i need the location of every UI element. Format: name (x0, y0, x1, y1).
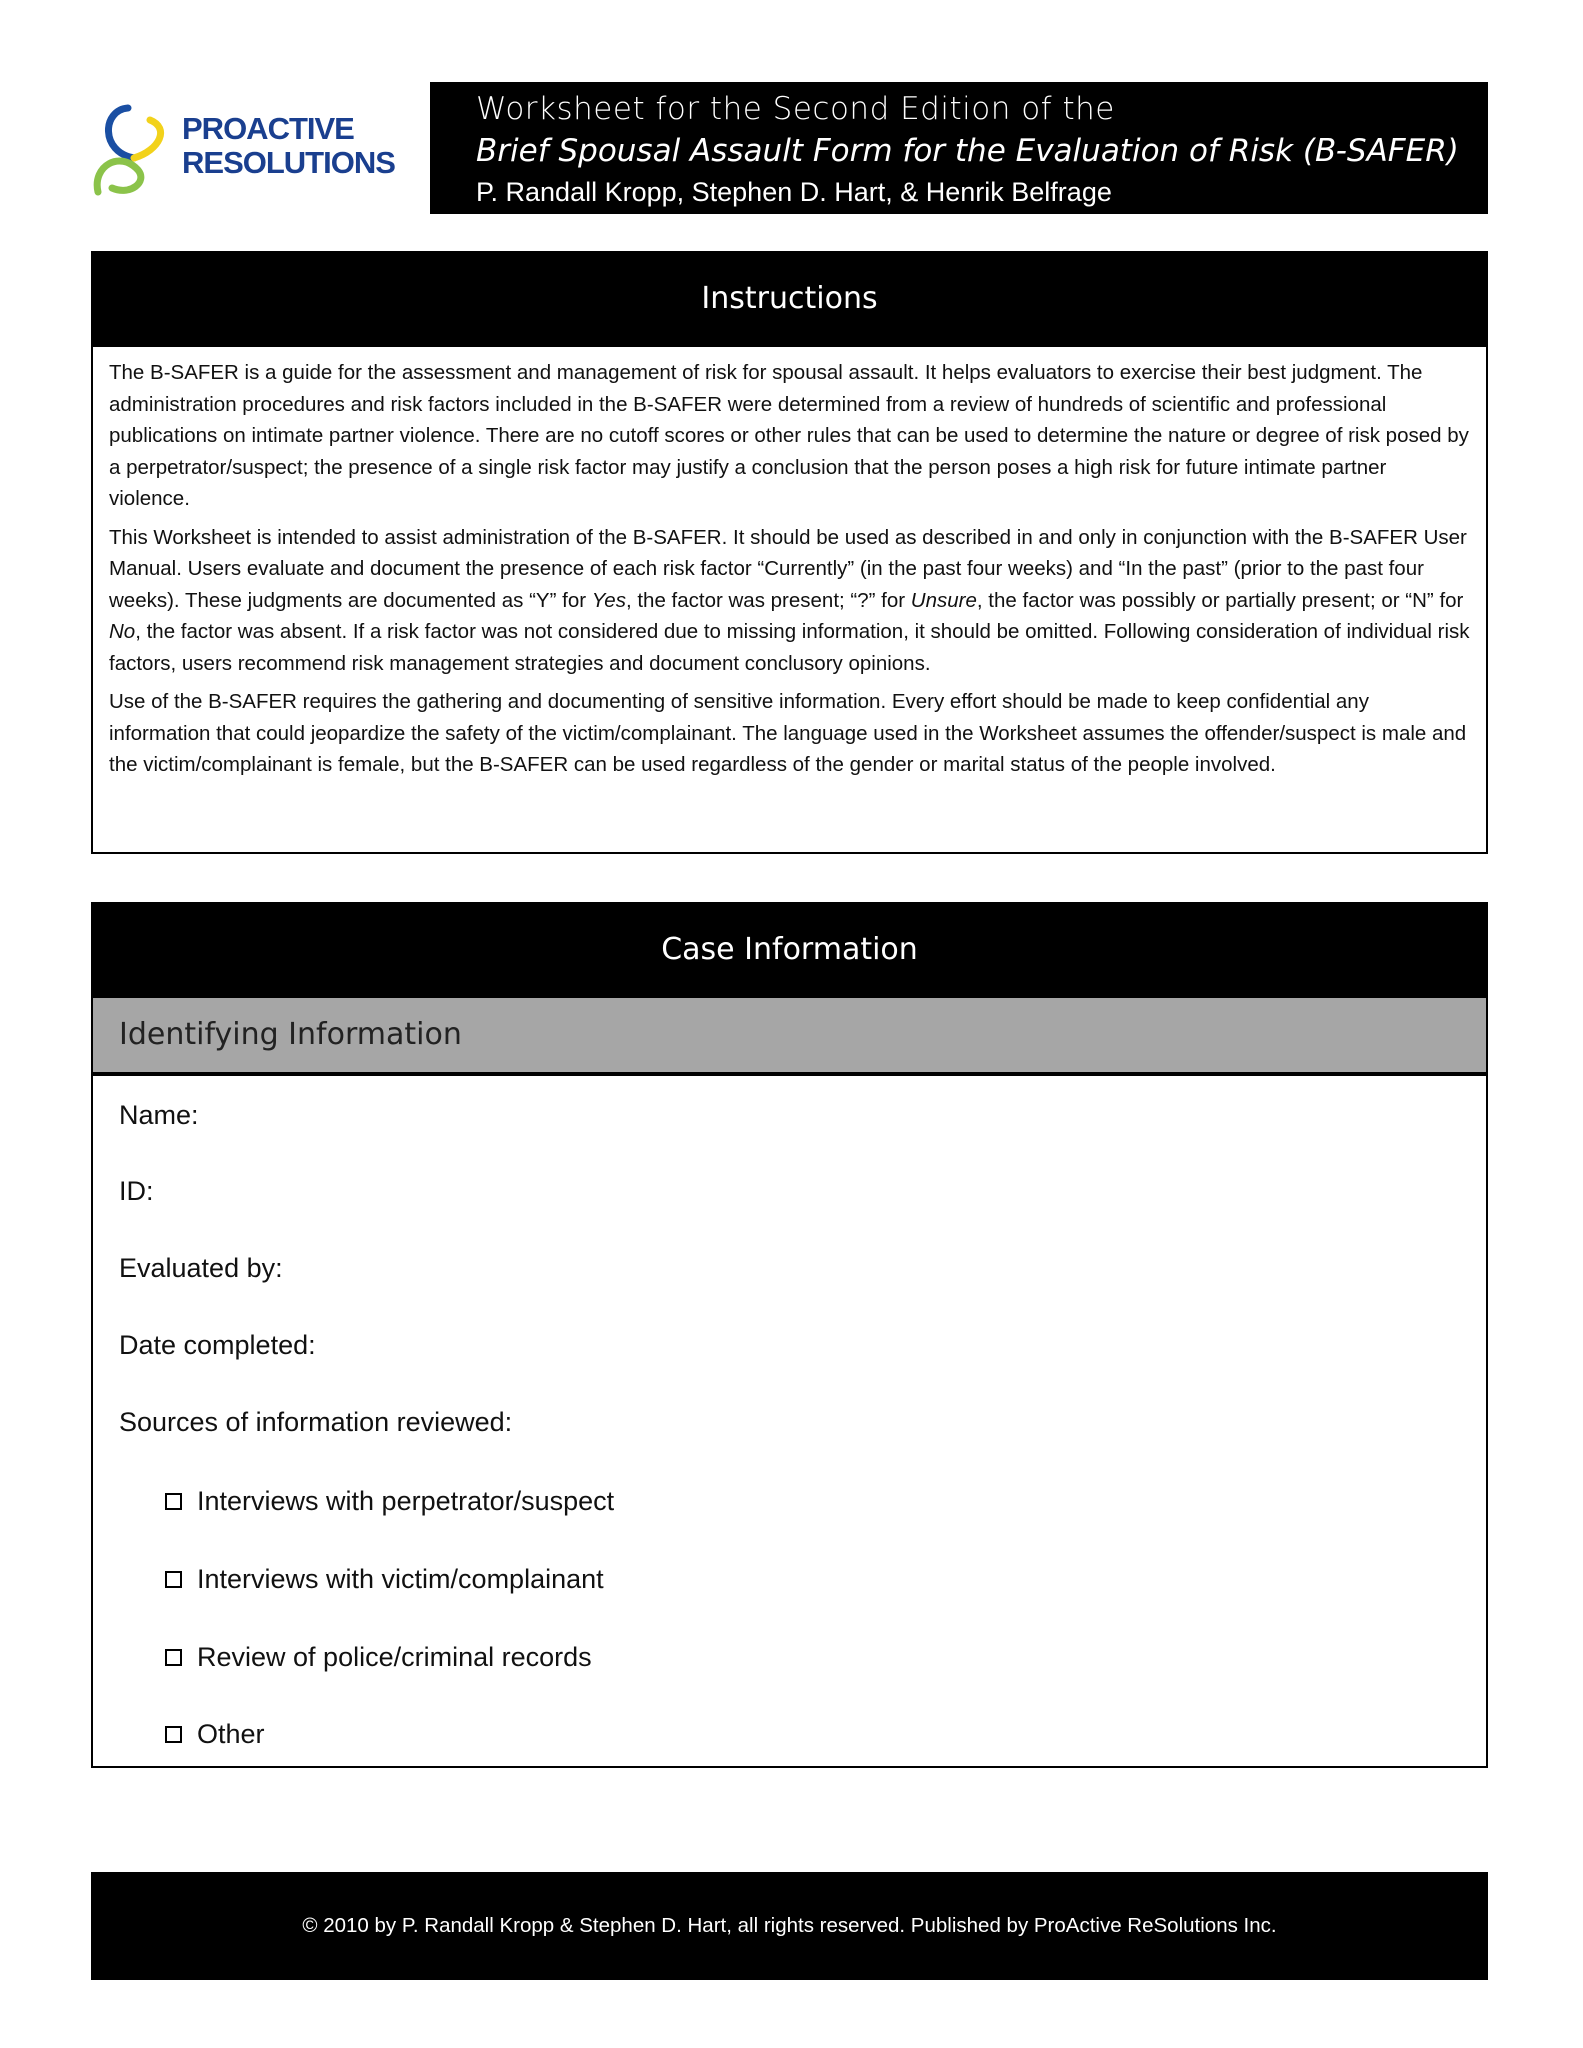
checkbox-label: Interviews with victim/complainant (197, 1564, 604, 1594)
instructions-paragraph-1: The B-SAFER is a guide for the assessment and management of risk for spousal assault. It helps evaluators to exercise their best judgment. The administration procedures and risk factors included in the B-SAFER were determined from a review of hundreds of scientific and professional publications on intimate partner violence. There are no cutoff scores or other rules that can be used to determine the nature or degree of risk posed by a perpetrator/suspect; the presence of a single risk factor may justify a conclusion that the person poses a high risk for future intimate partner violence. (109, 361, 1469, 510)
checkbox-label: Other (197, 1719, 265, 1749)
evaluated-by-field[interactable]: Evaluated by: (119, 1253, 283, 1283)
logo-line2: RESOLUTIONS (182, 145, 395, 180)
checkbox-interviews-victim[interactable] (165, 1564, 604, 1595)
case-information-form (91, 1074, 1488, 1768)
title-banner (430, 82, 1488, 214)
authors: P. Randall Kropp, Stephen D. Hart, & Henrik Belfrage (476, 177, 1112, 207)
checkbox-label: Interviews with perpetrator/suspect (197, 1486, 615, 1516)
checkbox-icon[interactable] (165, 1649, 182, 1666)
proactive-resolutions-logo (90, 100, 420, 200)
p2-no: No (109, 620, 136, 643)
p2-text-b: , the factor was present; “?” for (625, 588, 911, 612)
sources-label: Sources of information reviewed: (119, 1407, 513, 1437)
checkbox-police-records[interactable] (165, 1642, 592, 1673)
instructions-paragraph-3: Use of the B-SAFER requires the gathering and documenting of sensitive information. Every effort should be made to keep confidential any information that could jeopardize the safety of the victim/complainant. The language used in the Worksheet assumes the offender/suspect is male and the victim/complainant is female, but the B-SAFER can be used regardless of the gender or marital status of the people involved. (109, 690, 1467, 776)
title-line2: Brief Spousal Assault Form for the Evaluation of Risk (B-SAFER) (476, 133, 1459, 169)
checkbox-icon[interactable] (165, 1493, 182, 1510)
checkbox-other[interactable] (165, 1719, 265, 1750)
case-information-heading: Case Information (91, 902, 1488, 998)
p2-text-d: , the factor was absent. If a risk factor was not considered due to missing information, it should be omitted. Following consideration of individual risk factors, users recommend risk management strategies and document conclusory opinions. (109, 620, 1470, 675)
checkbox-icon[interactable] (165, 1571, 182, 1588)
title-line1: Worksheet for the Second Edition of the (476, 91, 1115, 127)
date-completed-field[interactable]: Date completed: (119, 1330, 316, 1360)
checkbox-interviews-perpetrator[interactable] (165, 1486, 614, 1517)
identifying-information-heading: Identifying Information (91, 998, 1488, 1074)
instructions-heading: Instructions (91, 251, 1488, 347)
instructions-body (91, 347, 1488, 854)
checkbox-label: Review of police/criminal records (197, 1642, 592, 1672)
p2-text-c: , the factor was possibly or partially present; or “N” for (976, 588, 1464, 612)
id-field[interactable]: ID: (119, 1176, 154, 1206)
p2-unsure: Unsure (910, 588, 977, 612)
checkbox-icon[interactable] (165, 1726, 182, 1743)
triquetra-logo-icon (90, 100, 180, 200)
logo-line1: PROACTIVE (182, 111, 354, 146)
name-field[interactable]: Name: (119, 1100, 199, 1130)
p2-text-a: This Worksheet is intended to assist administration of the B-SAFER. It should be used as described in and only in conjunction with the B-SAFER User Manual. Users evaluate and document the presence of each risk factor “Currently” (in the past four weeks) and “In the past” (prior to the past four weeks). These judgments are documented as “Y” for (109, 525, 1467, 612)
p2-yes: Yes (591, 588, 626, 612)
instructions-paragraph-2 (109, 522, 1470, 680)
copyright-footer: © 2010 by P. Randall Kropp & Stephen D. Hart, all rights reserved. Published by ProActive ReSolutions Inc. (91, 1872, 1488, 1980)
